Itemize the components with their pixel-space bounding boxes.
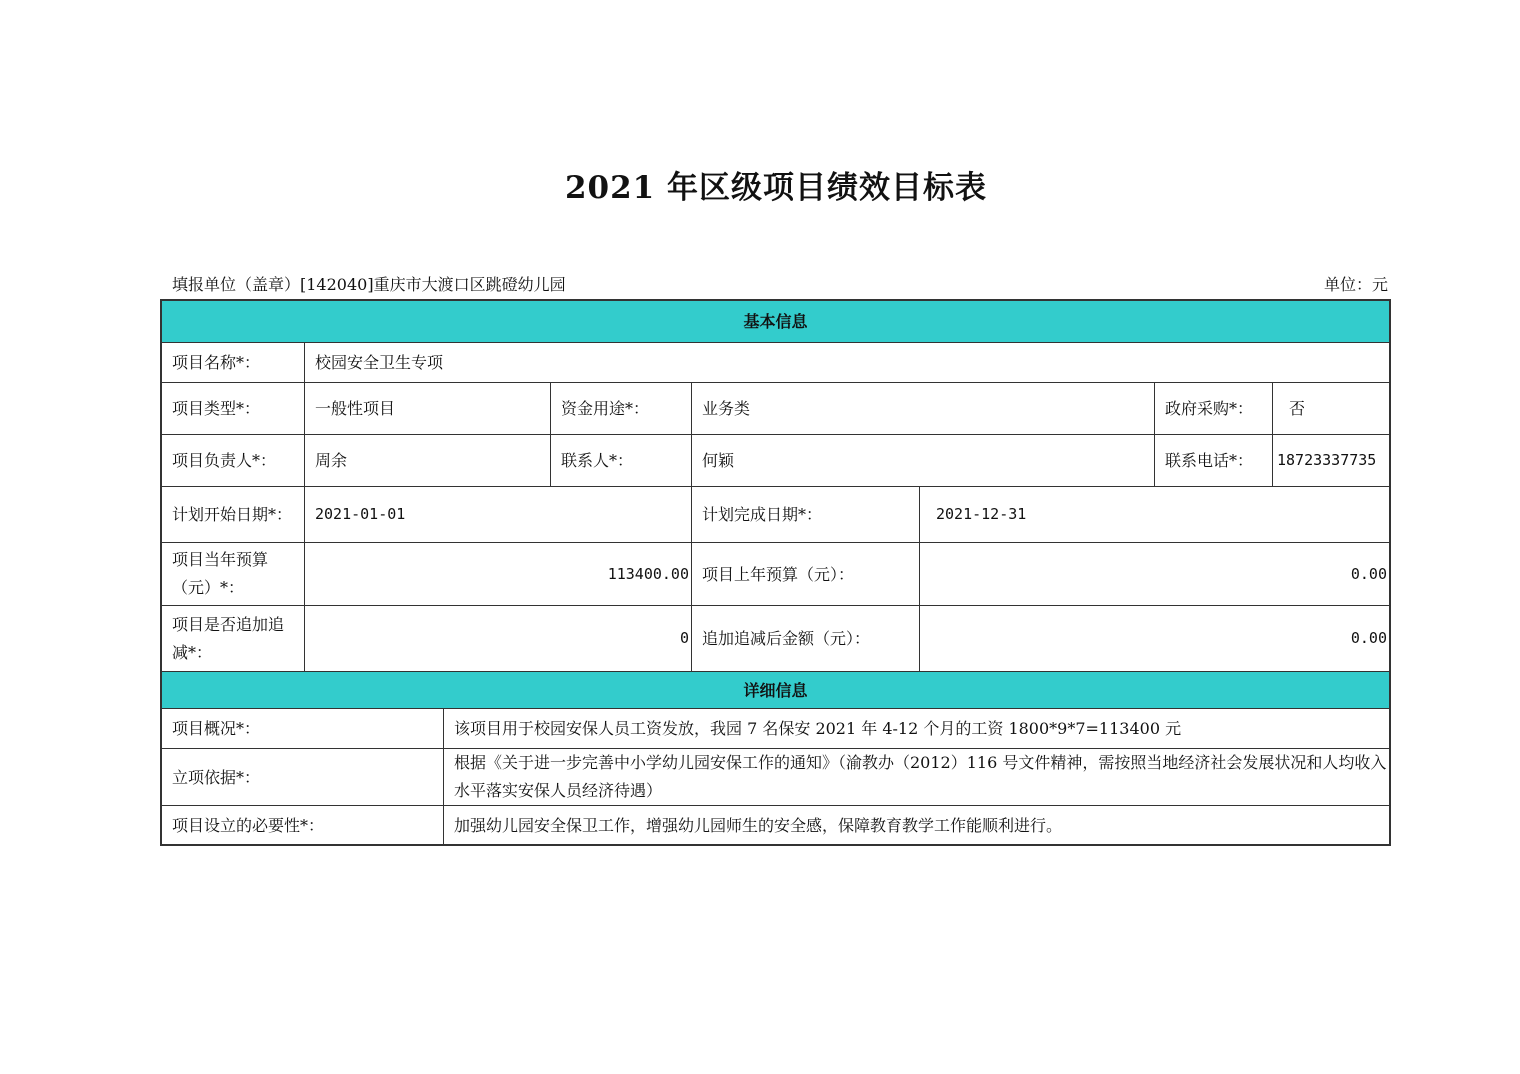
detail-info-header: 详细信息 <box>162 672 1389 709</box>
gov-procurement-label: 政府采购*： <box>1155 383 1273 435</box>
fund-use-label: 资金用途*： <box>551 383 692 435</box>
start-date-value: 2021-01-01 <box>305 487 692 543</box>
contact-label: 联系人*： <box>551 435 692 487</box>
necessity-label: 项目设立的必要性*： <box>162 806 444 844</box>
overview-value: 该项目用于校园安保人员工资发放，我园 7 名保安 2021 年 4-12 个月的工资 1800*9*7=113400 元 <box>444 709 1389 749</box>
performance-table <box>160 299 1391 846</box>
project-type-value: 一般性项目 <box>305 383 551 435</box>
project-lead-label: 项目负责人*： <box>162 435 305 487</box>
basic-info-header: 基本信息 <box>162 301 1389 343</box>
project-lead-value: 周余 <box>305 435 551 487</box>
adjusted-amount-label: 追加追减后金额（元）： <box>692 606 920 672</box>
project-name-value: 校园安全卫生专项 <box>305 343 1389 383</box>
currency-unit: 单位：元 <box>1323 275 1388 294</box>
current-budget-value: 113400.00 <box>305 543 692 606</box>
basis-value: 根据《关于进一步完善中小学幼儿园安保工作的通知》（渝教办（2012）116 号文件精神，需按照当地经济社会发展状况和人均收入水平落实安保人员经济待遇） <box>444 749 1389 806</box>
necessity-value: 加强幼儿园安全保卫工作，增强幼儿园师生的安全感，保障教育教学工作能顺利进行。 <box>454 815 1063 835</box>
basis-label: 立项依据*： <box>162 749 444 806</box>
phone-label: 联系电话*： <box>1155 435 1273 487</box>
adjust-label: 项目是否追加追减*： <box>162 606 305 672</box>
adjusted-amount-value: 0.00 <box>920 606 1389 672</box>
adjust-value: 0 <box>305 606 692 672</box>
contact-value: 何颖 <box>692 435 1155 487</box>
project-name-label: 项目名称*： <box>162 343 305 383</box>
prev-budget-value: 0.00 <box>920 543 1389 606</box>
page-title: 2021 年区级项目绩效目标表 <box>564 170 988 206</box>
gov-procurement-value: 否 <box>1273 383 1389 435</box>
prev-budget-label: 项目上年预算（元）： <box>692 543 920 606</box>
end-date-label: 计划完成日期*： <box>692 487 920 543</box>
filing-unit: 填报单位（盖章）[142040]重庆市大渡口区跳磴幼儿园 <box>172 275 566 294</box>
end-date-value: 2021-12-31 <box>920 487 1389 543</box>
project-type-label: 项目类型*： <box>162 383 305 435</box>
overview-label: 项目概况*： <box>162 709 444 749</box>
current-budget-label: 项目当年预算（元）*： <box>162 543 305 606</box>
phone-value: 18723337735 <box>1273 435 1389 487</box>
start-date-label: 计划开始日期*： <box>162 487 305 543</box>
fund-use-value: 业务类 <box>692 383 1155 435</box>
